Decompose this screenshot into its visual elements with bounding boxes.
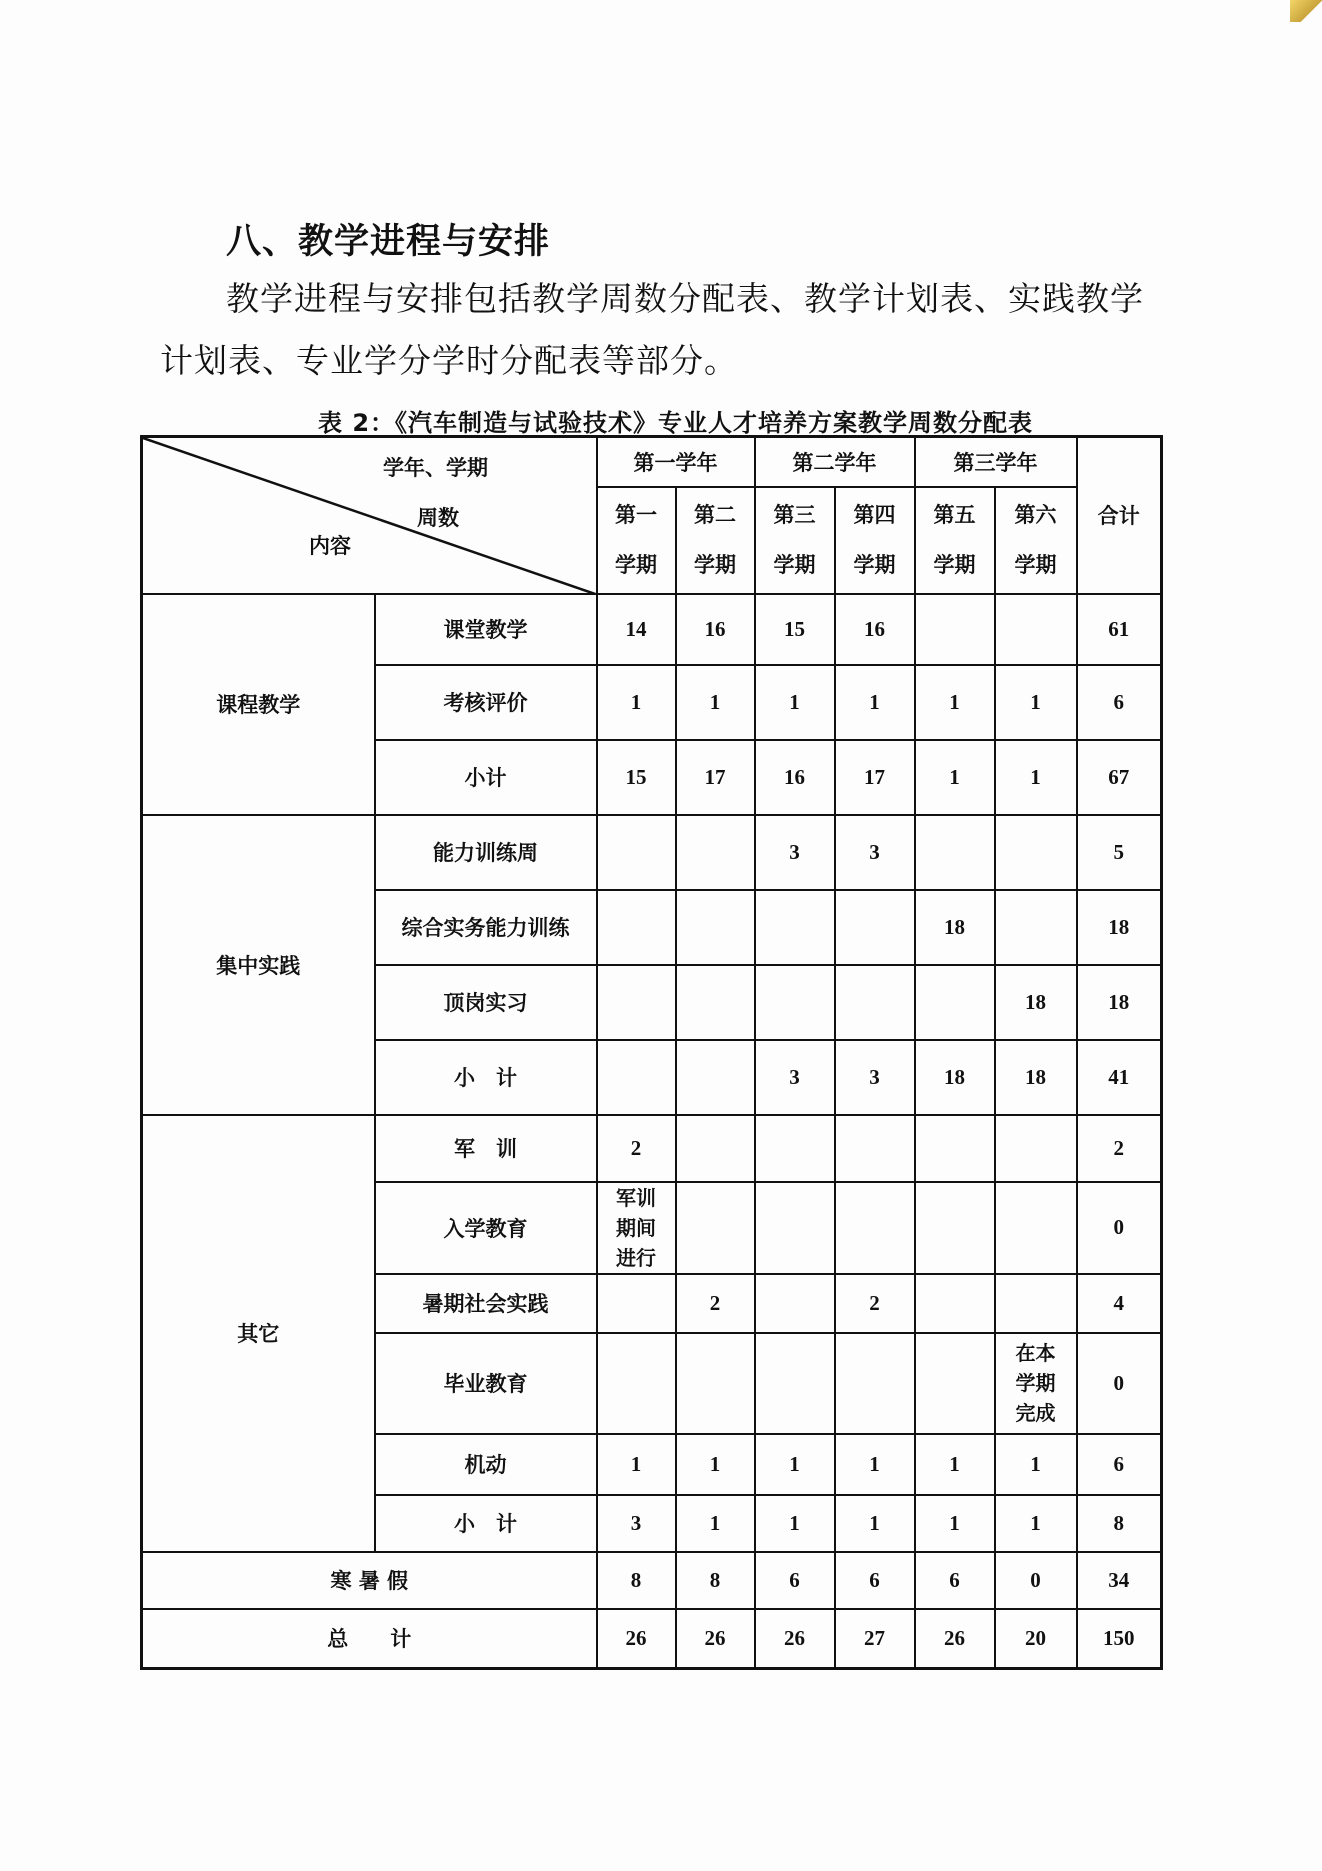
value-cell: 26: [755, 1609, 835, 1669]
value-cell: 6: [755, 1552, 835, 1609]
value-cell: [597, 815, 676, 890]
value-cell: [915, 1274, 995, 1333]
value-cell: [835, 1182, 915, 1274]
semester-header: [835, 487, 915, 594]
value-cell: 3: [835, 815, 915, 890]
row-total-cell: 67: [1077, 740, 1162, 815]
value-cell: 16: [755, 740, 835, 815]
note-line: 在本: [1015, 1341, 1056, 1365]
value-cell: 16: [676, 594, 755, 665]
value-cell: [835, 965, 915, 1040]
semester-label: 第六: [1014, 503, 1057, 527]
semester-suffix: 学期: [694, 553, 736, 577]
semester-suffix: 学期: [773, 553, 816, 577]
semester-suffix: 学期: [933, 553, 976, 577]
corner-label-content: 内容: [309, 534, 351, 558]
semester-header: [597, 487, 676, 594]
semester-label: 第五: [933, 503, 976, 527]
value-cell: [835, 1333, 915, 1434]
group-label: 其它: [142, 1115, 375, 1552]
row-total-cell: 18: [1077, 890, 1162, 965]
value-cell: 1: [915, 1495, 995, 1552]
value-cell: [755, 1333, 835, 1434]
value-cell: 17: [676, 740, 755, 815]
value-cell: 15: [597, 740, 676, 815]
value-cell: [835, 890, 915, 965]
value-cell: [755, 1115, 835, 1182]
value-cell: 1: [676, 1434, 755, 1495]
value-cell: 18: [915, 1040, 995, 1115]
diagonal-line: [143, 438, 598, 595]
corner-label-weeks: 周数: [417, 506, 459, 530]
row-total-cell: 2: [1077, 1115, 1162, 1182]
semester-suffix: 学期: [1014, 553, 1057, 577]
value-cell: [915, 1333, 995, 1434]
value-cell: [676, 815, 755, 890]
year-header: 第三学年: [915, 437, 1077, 487]
semester-label: 第一: [615, 503, 657, 527]
item-label: 小 计: [375, 1040, 597, 1115]
table-row: [142, 594, 1162, 665]
value-cell: 16: [835, 594, 915, 665]
value-cell: [915, 1182, 995, 1274]
value-cell: [597, 1040, 676, 1115]
value-cell: 1: [676, 1495, 755, 1552]
value-cell: 3: [755, 815, 835, 890]
item-label: 能力训练周: [375, 815, 597, 890]
value-cell: [995, 1115, 1077, 1182]
row-total-cell: 34: [1077, 1552, 1162, 1609]
value-cell: [915, 594, 995, 665]
value-cell: [597, 890, 676, 965]
page-corner-fold: [1290, 0, 1322, 22]
value-cell: [676, 1182, 755, 1274]
value-cell: 1: [835, 1495, 915, 1552]
value-cell: 1: [995, 1495, 1077, 1552]
table-caption: 表 2：《汽车制造与试验技术》专业人才培养方案教学周数分配表: [318, 409, 1034, 437]
value-cell: [915, 1115, 995, 1182]
semester-header: [755, 487, 835, 594]
value-cell: 18: [995, 1040, 1077, 1115]
item-label: 顶岗实习: [375, 965, 597, 1040]
item-label: 小 计: [375, 1495, 597, 1552]
value-cell: 6: [915, 1552, 995, 1609]
value-cell: [915, 965, 995, 1040]
note-line: 完成: [1015, 1401, 1056, 1425]
note-cell: [995, 1333, 1077, 1434]
note-line: 期间: [616, 1215, 656, 1240]
section-title: 八、教学进程与安排: [226, 222, 551, 262]
value-cell: [995, 594, 1077, 665]
row-total-cell: 0: [1077, 1182, 1162, 1274]
value-cell: [995, 815, 1077, 890]
row-total-cell: 150: [1077, 1609, 1162, 1669]
note-line: 学期: [1015, 1371, 1056, 1395]
intro-paragraph: 教学进程与安排包括教学周数分配表、教学计划表、实践教学计划表、专业学分学时分配表等部分。: [160, 279, 1144, 380]
value-cell: 26: [915, 1609, 995, 1669]
year-header: 第二学年: [755, 437, 915, 487]
semester-header: [915, 487, 995, 594]
value-cell: 1: [755, 1495, 835, 1552]
row-total-cell: 6: [1077, 665, 1162, 740]
value-cell: 1: [755, 665, 835, 740]
value-cell: 26: [676, 1609, 755, 1669]
value-cell: 1: [915, 665, 995, 740]
item-label: 综合实务能力训练: [375, 890, 597, 965]
value-cell: 1: [597, 1434, 676, 1495]
value-cell: [676, 1040, 755, 1115]
value-cell: [597, 965, 676, 1040]
semester-suffix: 学期: [615, 553, 657, 577]
row-total-cell: 0: [1077, 1333, 1162, 1434]
value-cell: 1: [995, 740, 1077, 815]
group-label: 集中实践: [142, 815, 375, 1115]
value-cell: [597, 1274, 676, 1333]
value-cell: 2: [597, 1115, 676, 1182]
row-total-cell: 4: [1077, 1274, 1162, 1333]
value-cell: [755, 1182, 835, 1274]
value-cell: 1: [835, 665, 915, 740]
value-cell: 6: [835, 1552, 915, 1609]
corner-header-cell: [142, 437, 597, 594]
value-cell: [755, 1274, 835, 1333]
item-label: 机动: [375, 1434, 597, 1495]
note-line: 进行: [616, 1245, 656, 1270]
value-cell: 1: [915, 1434, 995, 1495]
value-cell: [995, 1182, 1077, 1274]
row-total-cell: 5: [1077, 815, 1162, 890]
value-cell: [915, 815, 995, 890]
table-row: [142, 815, 1162, 890]
note-cell: [597, 1182, 676, 1274]
value-cell: 1: [995, 1434, 1077, 1495]
grand-total-row: [142, 1609, 1162, 1669]
value-cell: 20: [995, 1609, 1077, 1669]
row-total-cell: 8: [1077, 1495, 1162, 1552]
semester-label: 第三: [773, 503, 816, 527]
value-cell: 1: [995, 665, 1077, 740]
corner-label-year-term: 学年、学期: [383, 456, 488, 480]
value-cell: 1: [597, 665, 676, 740]
value-cell: 2: [676, 1274, 755, 1333]
value-cell: 0: [995, 1552, 1077, 1609]
value-cell: [676, 1115, 755, 1182]
item-label: 入学教育: [375, 1182, 597, 1274]
note-line: 军训: [616, 1185, 656, 1210]
row-total-cell: 41: [1077, 1040, 1162, 1115]
value-cell: 3: [597, 1495, 676, 1552]
value-cell: 8: [676, 1552, 755, 1609]
value-cell: 1: [755, 1434, 835, 1495]
value-cell: [755, 890, 835, 965]
value-cell: 14: [597, 594, 676, 665]
vacation-row: [142, 1552, 1162, 1609]
year-header: 第一学年: [597, 437, 755, 487]
value-cell: 27: [835, 1609, 915, 1669]
value-cell: [676, 1333, 755, 1434]
row-total-cell: 6: [1077, 1434, 1162, 1495]
vacation-row-label: 寒 暑 假: [142, 1552, 597, 1609]
value-cell: 1: [835, 1434, 915, 1495]
value-cell: 1: [676, 665, 755, 740]
total-header: 合计: [1077, 437, 1162, 594]
semester-label: 第四: [853, 503, 896, 527]
semester-header: [676, 487, 755, 594]
item-label: 考核评价: [375, 665, 597, 740]
value-cell: 17: [835, 740, 915, 815]
semester-label: 第二: [694, 503, 736, 527]
item-label: 小计: [375, 740, 597, 815]
value-cell: [676, 965, 755, 1040]
value-cell: [995, 890, 1077, 965]
value-cell: [676, 890, 755, 965]
group-label: 课程教学: [142, 594, 375, 815]
row-total-cell: 61: [1077, 594, 1162, 665]
semester-header: [995, 487, 1077, 594]
item-label: 毕业教育: [375, 1333, 597, 1434]
item-label: 军 训: [375, 1115, 597, 1182]
value-cell: 18: [915, 890, 995, 965]
value-cell: 1: [915, 740, 995, 815]
value-cell: 3: [755, 1040, 835, 1115]
value-cell: [995, 1274, 1077, 1333]
table-row: [142, 1115, 1162, 1182]
week-allocation-table: [140, 435, 1163, 1670]
semester-suffix: 学期: [853, 553, 896, 577]
item-label: 课堂教学: [375, 594, 597, 665]
value-cell: 18: [995, 965, 1077, 1040]
value-cell: [755, 965, 835, 1040]
value-cell: 26: [597, 1609, 676, 1669]
value-cell: [597, 1333, 676, 1434]
item-label: 暑期社会实践: [375, 1274, 597, 1333]
row-total-cell: 18: [1077, 965, 1162, 1040]
value-cell: 2: [835, 1274, 915, 1333]
value-cell: 8: [597, 1552, 676, 1609]
value-cell: 15: [755, 594, 835, 665]
value-cell: [835, 1115, 915, 1182]
grand-total-row-label: 总 计: [142, 1609, 597, 1669]
value-cell: 3: [835, 1040, 915, 1115]
